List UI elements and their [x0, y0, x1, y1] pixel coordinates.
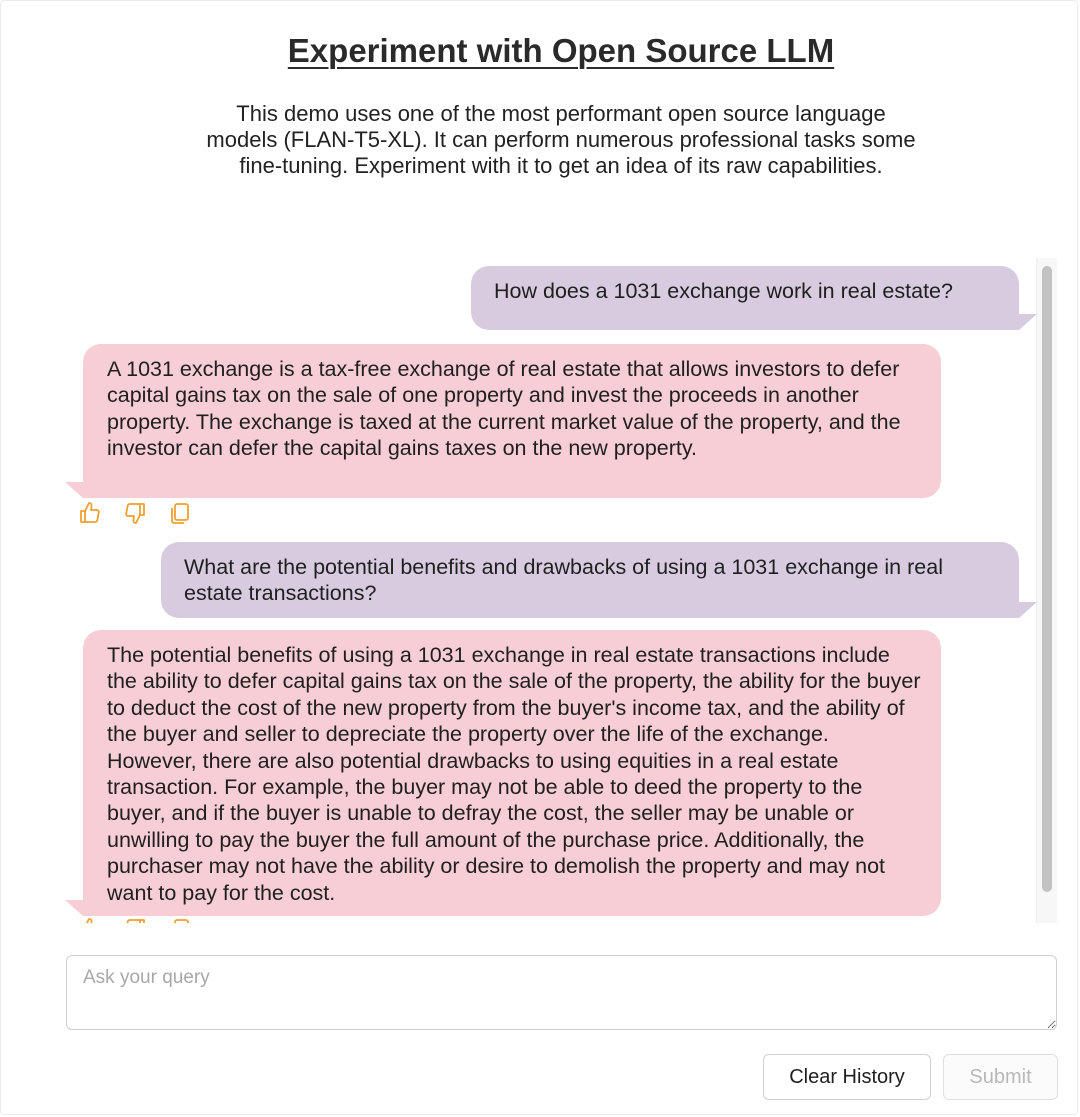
query-input[interactable] — [66, 955, 1057, 1030]
clear-history-button[interactable]: Clear History — [763, 1054, 931, 1100]
copy-button[interactable] — [166, 499, 193, 526]
chat-scrollbar[interactable] — [1036, 258, 1057, 923]
assistant-message-tail — [65, 900, 83, 916]
user-message — [471, 266, 1019, 330]
assistant-message-text: A 1031 exchange is a tax-free exchange of real estate that allows investors to defer capital gains tax on the sale of one property and invest the proceeds in another property. The exchange is taxed at the current market value of the property, and the investor can defer the capital gains taxes on the new property. — [107, 357, 901, 461]
assistant-message — [83, 344, 941, 498]
thumbs-up-icon — [78, 501, 102, 525]
user-message-tail — [1019, 314, 1037, 330]
user-message-text: How does a 1031 exchange work in real estate? — [494, 279, 953, 303]
message-actions — [76, 499, 193, 526]
copy-icon — [168, 917, 192, 924]
page-description: This demo uses one of the most performant open source language models (FLAN-T5-XL). It can perform numerous professional tasks some fine-tuning. Experiment with it to get an idea of its raw capabilities. — [206, 101, 916, 178]
user-message-text: What are the potential benefits and drawbacks of using a 1031 exchange in real estate transactions? — [184, 555, 943, 606]
thumbs-down-icon — [123, 501, 147, 525]
dislike-button[interactable] — [121, 915, 148, 923]
user-message-tail — [1019, 602, 1037, 618]
message-actions — [76, 915, 193, 923]
copy-button[interactable] — [166, 915, 193, 923]
user-message — [161, 542, 1019, 618]
dislike-button[interactable] — [121, 499, 148, 526]
like-button[interactable] — [76, 915, 103, 923]
assistant-message-text: The potential benefits of using a 1031 exchange in real estate transactions include the ability to defer capital gains tax on the sale of the property, the ability for the buyer to deduct the cost of the new property from the buyer's income tax, and the ability of the buyer and seller to depreciate the property over the life of the exchange. However, there are also potential drawbacks to using equities in a real estate transaction. For example, the buyer may not be able to deed the property to the buyer, and if the buyer is unable to defray the cost, the seller may be unable or unwilling to pay the buyer the full amount of the purchase price. Additionally, the purchaser may not have the ability or desire to demolish the property and may not want to pay for the cost. — [107, 643, 921, 905]
copy-icon — [168, 501, 192, 525]
assistant-message-tail — [65, 482, 83, 498]
assistant-message — [83, 630, 941, 916]
chat-scrollbar-thumb[interactable] — [1042, 266, 1052, 892]
thumbs-down-icon — [123, 917, 147, 924]
submit-button[interactable]: Submit — [943, 1054, 1058, 1100]
thumbs-up-icon — [78, 917, 102, 924]
page-title: Experiment with Open Source LLM — [287, 32, 835, 69]
chat-history[interactable] — [60, 255, 1045, 923]
like-button[interactable] — [76, 499, 103, 526]
